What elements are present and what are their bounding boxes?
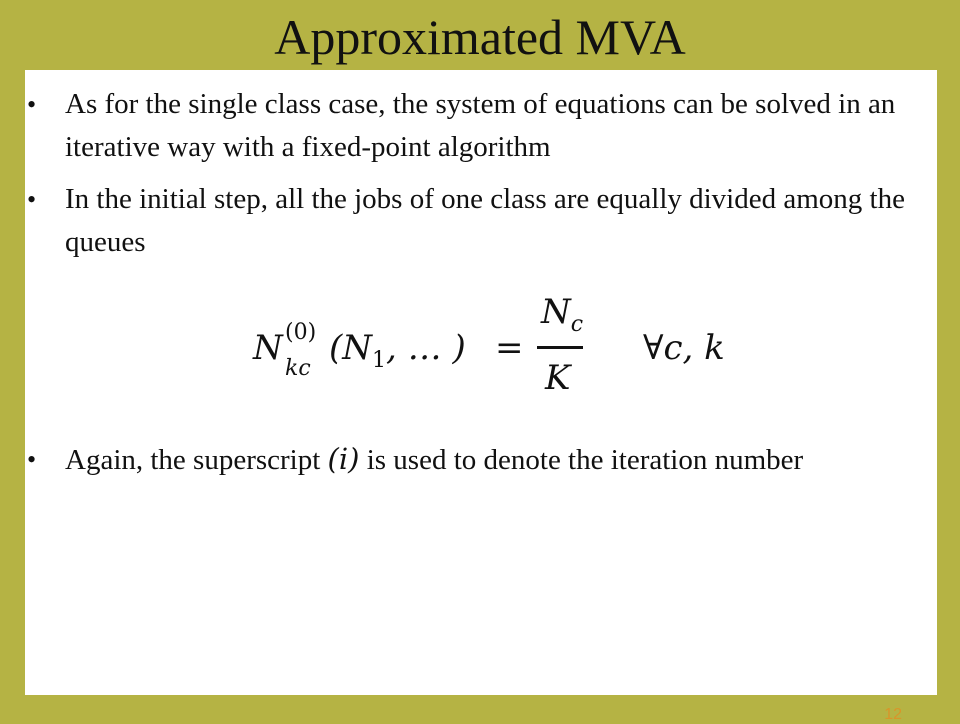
equation-lhs-superscript: (0) bbox=[285, 320, 317, 345]
bullet-text-before: Again, the superscript bbox=[65, 444, 328, 476]
equation-lhs-arguments bbox=[329, 328, 466, 373]
bullet-text: In the initial step, all the jobs of one class are equally divided among the queues bbox=[65, 183, 905, 258]
equation-fraction-bar bbox=[537, 346, 583, 349]
bullet-marker: • bbox=[27, 445, 37, 474]
equation-numerator bbox=[541, 292, 583, 337]
equation-args-open: (N bbox=[329, 328, 373, 368]
bullet-text: As for the single class case, the system of equations can be solved in an iterative way with a fixed-point algorithm bbox=[65, 88, 896, 163]
bullet-item bbox=[25, 178, 925, 264]
equation-numerator-symbol: N bbox=[541, 292, 571, 332]
equation-denominator: K bbox=[545, 358, 571, 398]
bullet-math-superscript: (i) bbox=[327, 442, 360, 476]
bullet-item bbox=[25, 438, 925, 482]
page-number: 12 bbox=[884, 706, 902, 723]
equation-numerator-subscript: c bbox=[570, 312, 584, 337]
content-panel bbox=[25, 70, 937, 695]
bullet-item bbox=[25, 83, 925, 169]
equation-quantifier: ∀c, k bbox=[643, 328, 725, 368]
bullet-text bbox=[65, 438, 925, 482]
bullet-marker: • bbox=[27, 185, 37, 214]
equation-args-rest: , … ) bbox=[386, 328, 466, 368]
slide-title: Approximated MVA bbox=[274, 9, 686, 65]
equation-equals-sign: = bbox=[495, 328, 524, 368]
bullet-marker: • bbox=[27, 90, 37, 119]
equation-lhs-subscript: kc bbox=[285, 356, 311, 381]
equation-lhs-symbol: N bbox=[253, 328, 283, 368]
equation-args-subscript: 1 bbox=[372, 348, 387, 373]
bullet-text-after: is used to denote the iteration number bbox=[359, 444, 804, 476]
